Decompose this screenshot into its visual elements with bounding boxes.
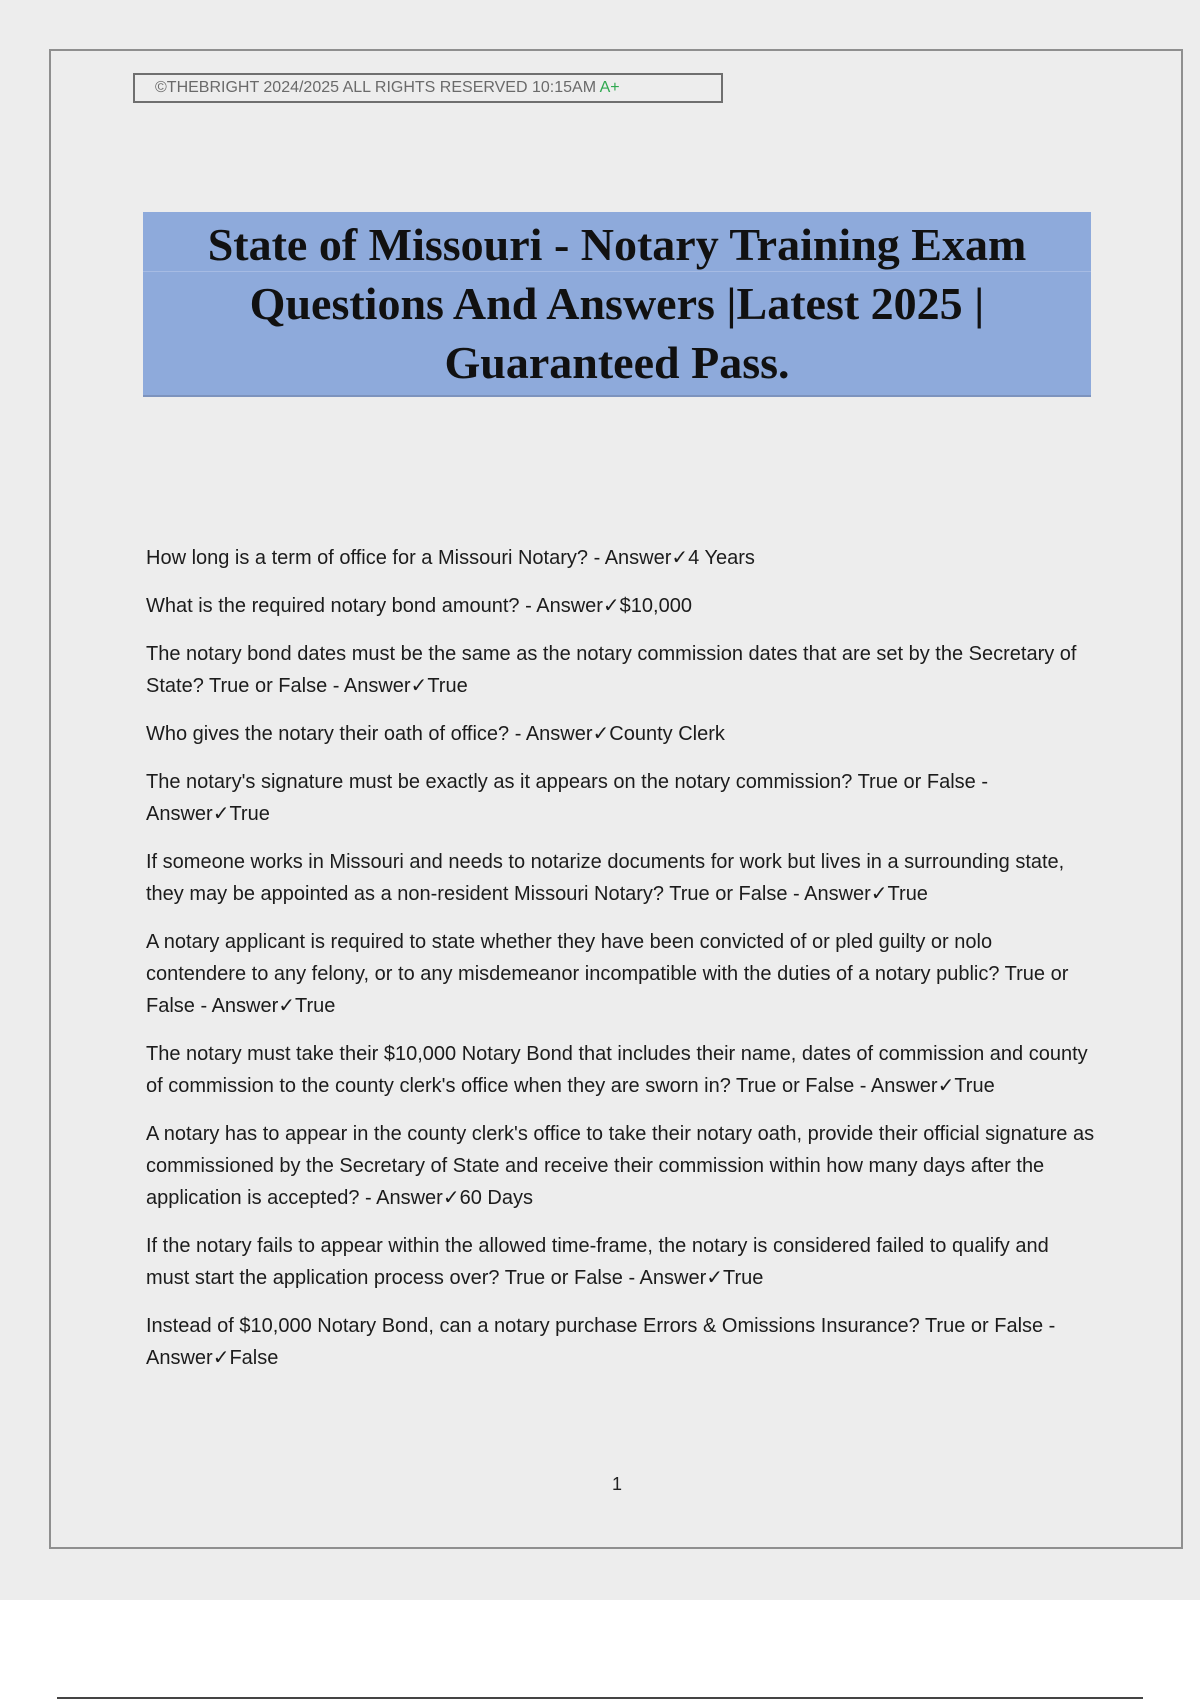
copyright-header: [133, 73, 723, 103]
question-item: A notary has to appear in the county clerk's office to take their notary oath, provide their official signature as commissioned by the Secretary of State and receive their commission within how many days after the application is accepted? - Answer✓60 Days: [146, 1123, 1095, 1209]
title-line-2: Questions And Answers |Latest 2025 |: [249, 278, 985, 329]
title-line-3: Guaranteed Pass.: [444, 337, 790, 388]
question-item: The notary must take their $10,000 Notary Bond that includes their name, dates of commission and county of commission to the county clerk's office when they are sworn in? True or False - Answer✓True: [146, 1043, 1088, 1097]
page-number: 1: [611, 1474, 622, 1494]
question-item: If someone works in Missouri and needs to notarize documents for work but lives in a surrounding state, they may be appointed as a non-resident Missouri Notary? True or False - Answer✓True: [146, 851, 1065, 905]
question-list: [146, 542, 1096, 1390]
question-item: Who gives the notary their oath of office? - Answer✓County Clerk: [146, 723, 725, 745]
question-item: The notary bond dates must be the same as the notary commission dates that are set by the Secretary of State? True or False - Answer✓True: [146, 643, 1077, 697]
question-item: How long is a term of office for a Missouri Notary? - Answer✓4 Years: [146, 547, 755, 569]
question-item: If the notary fails to appear within the allowed time-frame, the notary is considered failed to qualify and must start the application process over? True or False - Answer✓True: [146, 1235, 1049, 1289]
document-title: [143, 212, 1091, 392]
title-banner: [143, 212, 1091, 395]
title-line-1: State of Missouri - Notary Training Exam: [207, 219, 1027, 270]
question-item: The notary's signature must be exactly as it appears on the notary commission? True or False - Answer✓True: [146, 771, 988, 825]
question-item: A notary applicant is required to state whether they have been convicted of or pled guilty or nolo contendere to any felony, or to any misdemeanor incompatible with the duties of a notary public? True or False - Answer✓True: [146, 931, 1069, 1017]
question-item: Instead of $10,000 Notary Bond, can a notary purchase Errors & Omissions Insurance? True or False - Answer✓False: [146, 1315, 1056, 1369]
copyright-text: ©THEBRIGHT 2024/2025 ALL RIGHTS RESERVED 10:15AM: [155, 79, 597, 96]
grade-badge: A+: [599, 79, 620, 96]
bottom-divider: [57, 1697, 1143, 1699]
question-item: What is the required notary bond amount? - Answer✓$10,000: [146, 595, 692, 617]
